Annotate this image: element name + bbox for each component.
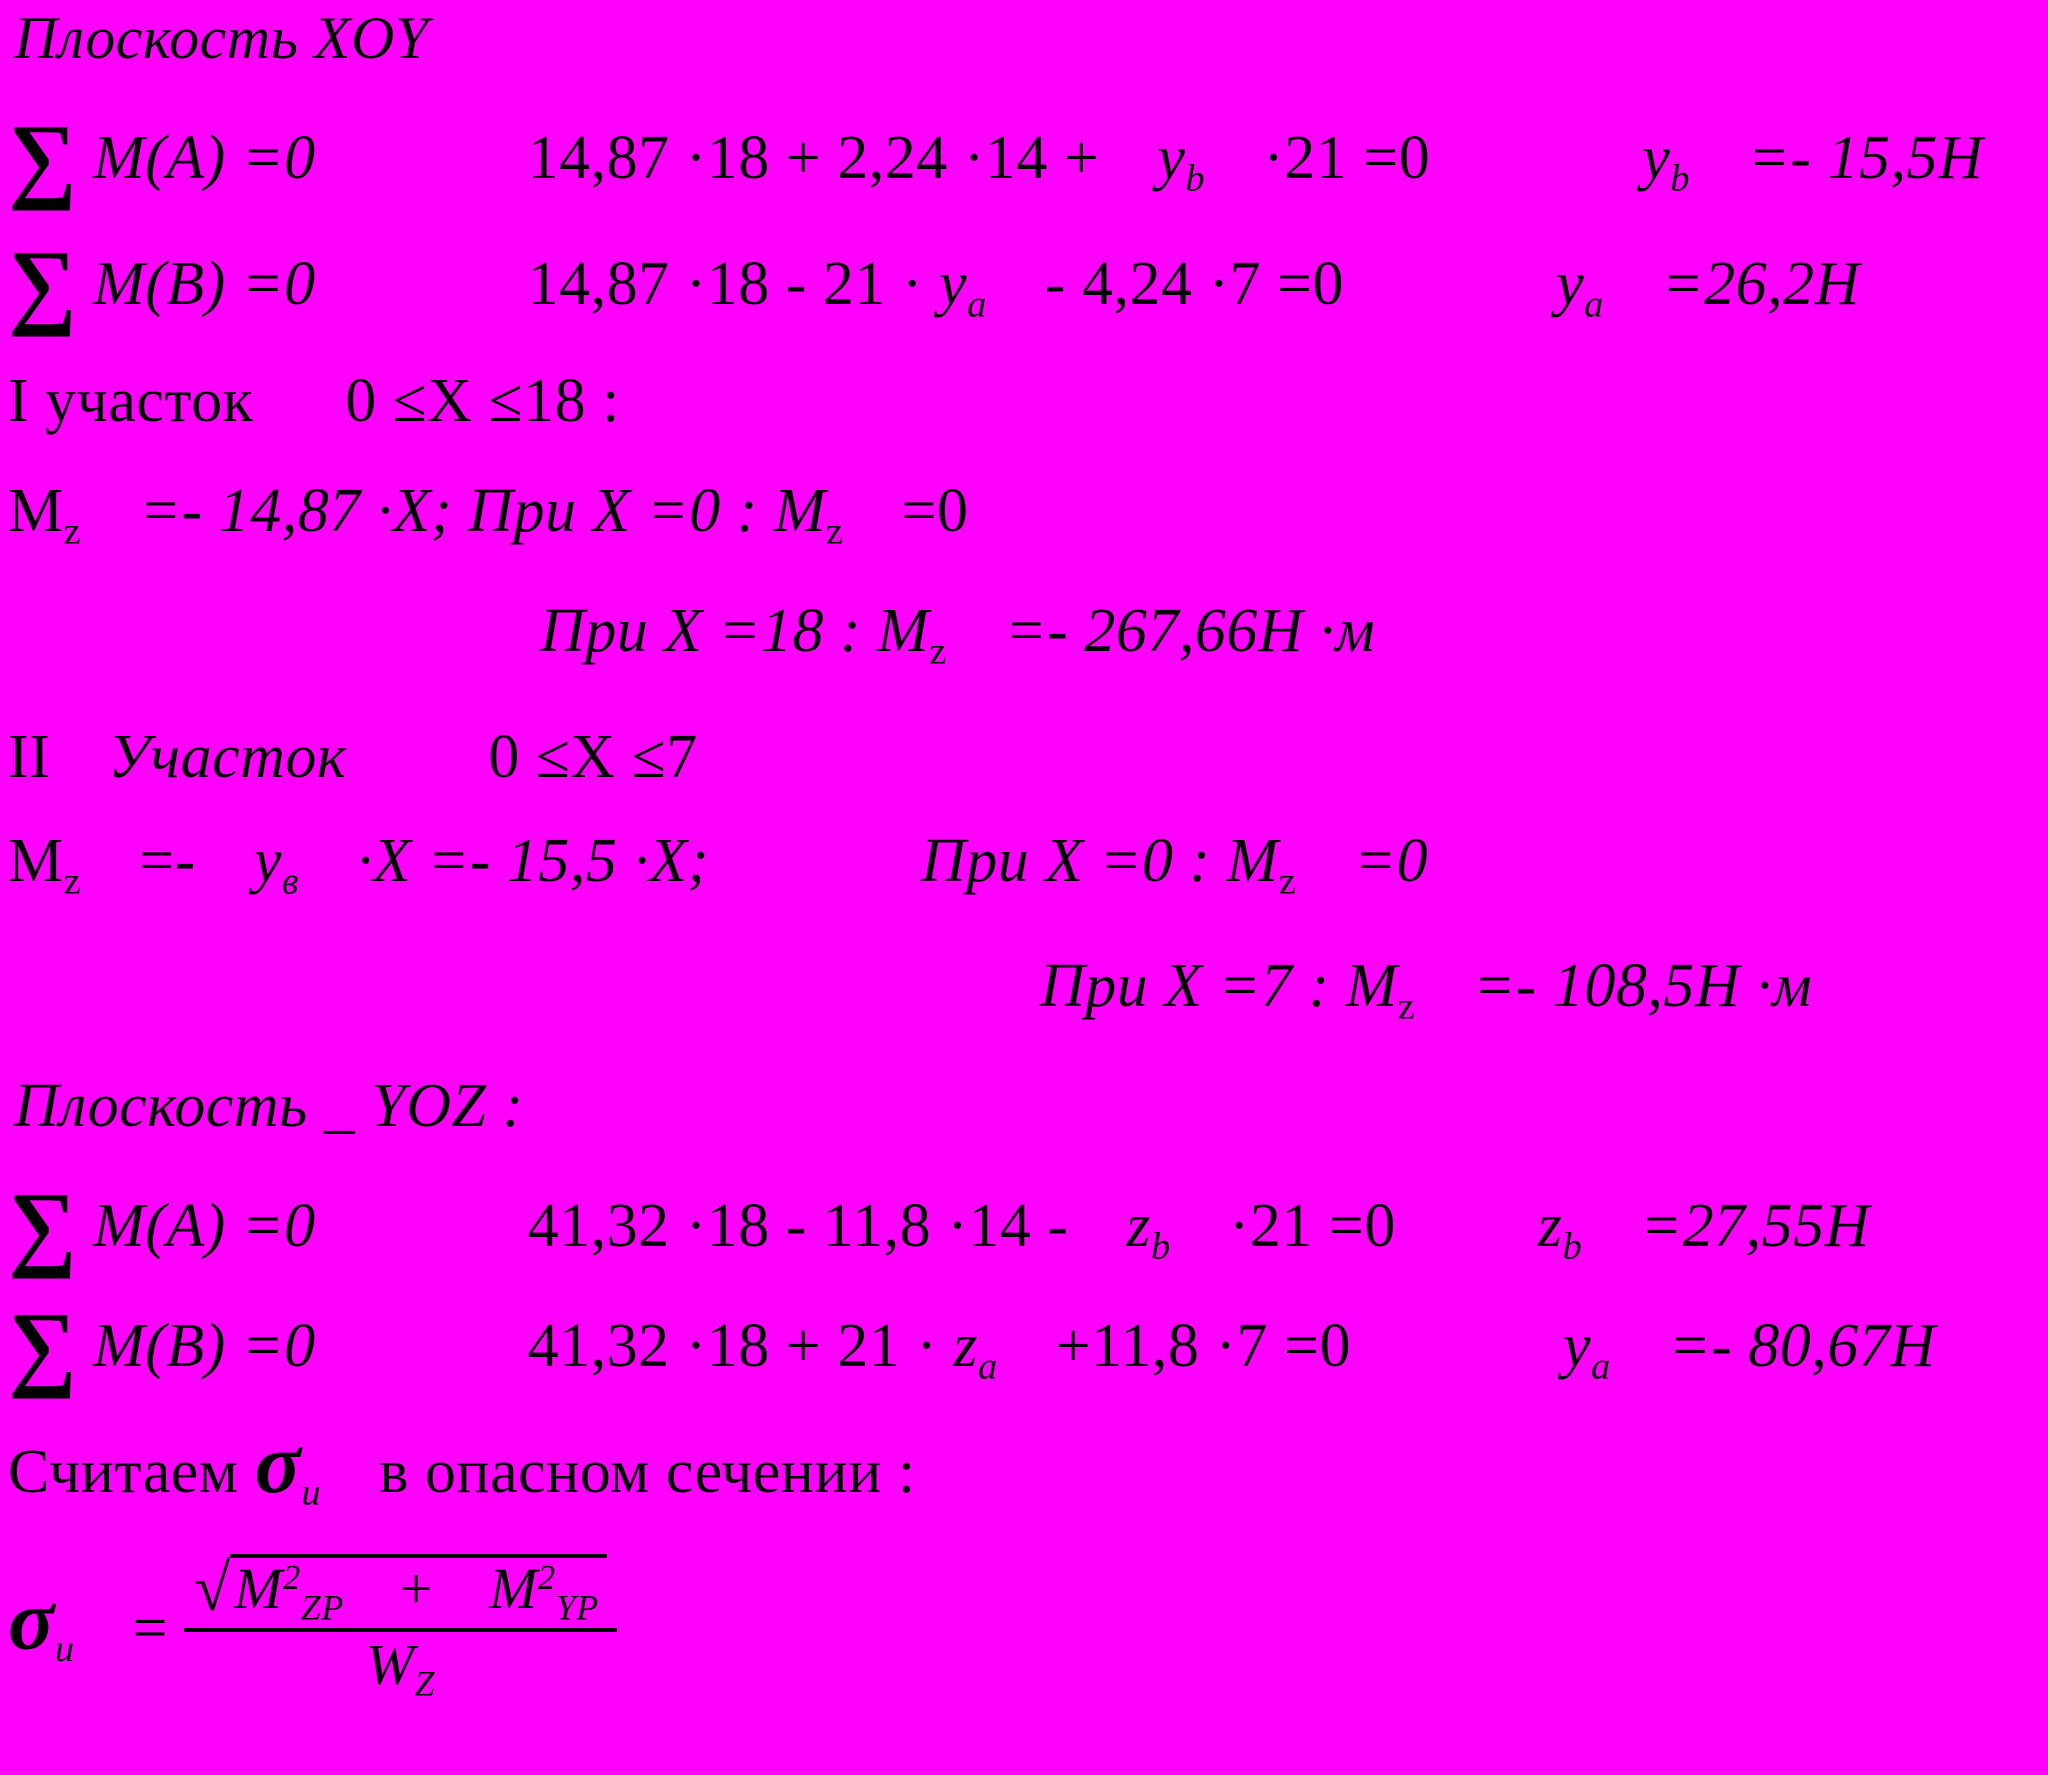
section-one-mz-at-18 — [540, 597, 1376, 673]
moment-a-expression-tail: ·21 =0 — [1263, 124, 1431, 192]
mz-subscript: z — [63, 510, 82, 553]
section-two-numeral: II — [8, 723, 51, 791]
equation-moment-a-xoy — [8, 104, 1984, 211]
equation-moment-b-yoz — [8, 1292, 1936, 1399]
sigma-symbol: σ — [254, 1415, 302, 1511]
section-two-range — [8, 723, 698, 791]
wz-subscript: Z — [414, 1663, 436, 1704]
stress-fraction — [184, 1554, 617, 1703]
square-root — [194, 1554, 607, 1626]
sigma-subscript: и — [301, 1471, 322, 1514]
zb-subscript: b — [1151, 1225, 1171, 1268]
section-one-range-value: 0 ≤X ≤18 : — [345, 367, 620, 435]
mzp-power: 2 — [282, 1557, 301, 1597]
stress-intro-text — [8, 1415, 916, 1514]
mz-symbol: M — [8, 477, 64, 545]
mzp-subscript: ZP — [300, 1587, 344, 1628]
ya-yoz-result-subscript: a — [1591, 1345, 1611, 1388]
ya-result-value: =26,2H — [1661, 250, 1860, 318]
stress-intro-prefix: Считаем — [8, 1438, 239, 1506]
section-one-range — [8, 367, 620, 435]
mz-subscript: z — [63, 860, 82, 903]
moment-b-label: M(B) =0 — [92, 1312, 316, 1380]
equation-moment-b-xoy — [8, 230, 1860, 337]
moment-a-yoz-expression: 41,32 ·18 - 11,8 ·14 - — [527, 1192, 1069, 1260]
mz-at-7-value: =- 108,5H ·м — [1473, 952, 1813, 1020]
mz-subscript-3: z — [929, 630, 947, 673]
yb-symbol: y — [1157, 124, 1186, 192]
stress-formula — [8, 1552, 617, 1709]
mz-subscript-2: z — [825, 510, 844, 553]
zb-result-symbol: z — [1537, 1192, 1563, 1260]
mzp-symbol: M — [234, 1556, 283, 1621]
fraction-denominator — [184, 1632, 617, 1702]
yb-result-value: =- 15,5H — [1747, 124, 1984, 192]
myp-subscript: YP — [555, 1587, 599, 1628]
moment-a-yoz-tail: ·21 =0 — [1228, 1192, 1396, 1260]
section-two-range-value: 0 ≤X ≤7 — [488, 723, 698, 791]
zb-symbol: z — [1126, 1192, 1152, 1260]
ya-yoz-result-symbol: y — [1563, 1312, 1592, 1380]
yv-symbol: y — [253, 827, 282, 895]
sigma-subscript: и — [54, 1627, 75, 1670]
moment-b-expression: 14,87 ·18 - 21 · — [527, 250, 924, 318]
heading-plane-xoy: Плоскость XOY — [14, 5, 429, 71]
mz-value-zero: =0 — [901, 477, 969, 545]
ya-yoz-result-value: =- 80,67H — [1668, 1312, 1936, 1380]
radicand — [230, 1554, 607, 1626]
myp-symbol: M — [488, 1556, 538, 1621]
mz-at-18-expression: При X =18 : M — [540, 597, 930, 665]
summation-icon: ∑ — [8, 104, 77, 211]
mz-symbol: M — [8, 827, 64, 895]
section-two-mz-at-7 — [1040, 952, 1813, 1028]
yb-result-symbol: y — [1642, 124, 1671, 192]
mz-subscript-5: z — [1397, 985, 1416, 1028]
plus-sign: + — [399, 1556, 433, 1621]
moment-a-expression: 14,87 ·18 + 2,24 ·14 + — [527, 124, 1100, 192]
zb-result-value: =27,55H — [1640, 1192, 1870, 1260]
zb-result-subscript: b — [1562, 1225, 1583, 1268]
moment-b-label: M(B) =0 — [92, 250, 316, 318]
section-two-label: Участок — [108, 723, 347, 791]
ya-result-subscript: a — [1584, 283, 1604, 326]
myp-power: 2 — [537, 1557, 556, 1597]
wz-symbol: W — [365, 1632, 415, 1698]
section-one-label: I участок — [8, 367, 254, 435]
summation-icon: ∑ — [8, 230, 77, 337]
summation-icon: ∑ — [8, 1292, 77, 1399]
moment-a-label: M(A) =0 — [92, 1192, 316, 1260]
mz-at-zero-value: =0 — [1354, 827, 1429, 895]
mz-expression-2: ·X =- 15,5 ·X; — [357, 827, 709, 895]
ya-symbol: y — [939, 250, 968, 318]
fraction-numerator — [184, 1554, 617, 1628]
mz-equals-minus: =- — [139, 827, 196, 895]
radical-icon: √ — [194, 1552, 231, 1625]
section-one-mz-equation — [8, 477, 969, 553]
heading-plane-yoz: Плоскость _ YOZ : — [14, 1072, 524, 1140]
mz-at-zero-expression: При X =0 : M — [920, 827, 1279, 895]
mz-at-7-expression: При X =7 : M — [1040, 952, 1398, 1020]
summation-icon: ∑ — [8, 1172, 77, 1279]
yv-subscript: в — [281, 860, 300, 903]
mz-at-18-value: =- 267,66H ·м — [1004, 597, 1376, 665]
mz-subscript-4: z — [1278, 860, 1297, 903]
equation-moment-a-yoz — [8, 1172, 1870, 1279]
section-two-mz-equation — [8, 827, 1429, 903]
za-symbol: z — [953, 1312, 978, 1380]
moment-b-yoz-tail: +11,8 ·7 =0 — [1055, 1312, 1351, 1380]
ya-subscript: a — [967, 283, 987, 326]
za-subscript: a — [978, 1345, 998, 1388]
moment-b-expression-tail: - 4,24 ·7 =0 — [1044, 250, 1345, 318]
equals-sign: = — [132, 1594, 169, 1663]
moment-b-yoz-expression: 41,32 ·18 + 21 · — [527, 1312, 938, 1380]
yb-result-subscript: b — [1670, 157, 1690, 200]
ya-result-symbol: y — [1556, 250, 1585, 318]
yb-subscript: b — [1185, 157, 1206, 200]
mz-expression: =- 14,87 ·X; При X =0 : M — [139, 477, 826, 545]
sigma-symbol: σ — [8, 1571, 55, 1668]
moment-a-label: M(A) =0 — [92, 124, 316, 192]
stress-intro-suffix: в опасном сечении : — [379, 1438, 916, 1506]
